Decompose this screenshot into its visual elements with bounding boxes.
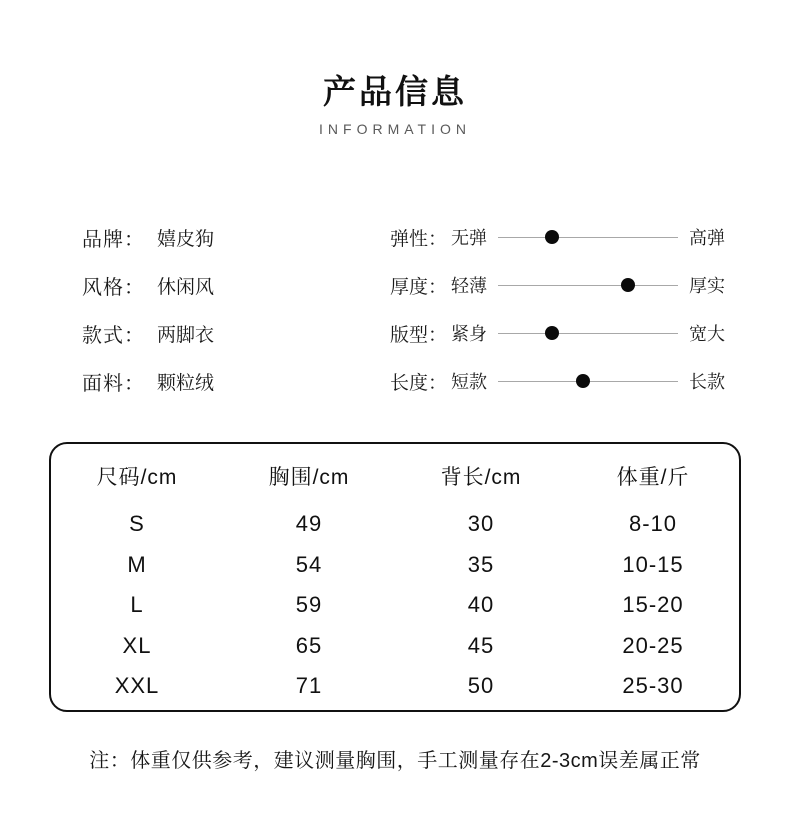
size-cell: L bbox=[130, 592, 144, 618]
size-cell: M bbox=[127, 551, 147, 577]
slider-max-label: 宽大 bbox=[689, 324, 726, 344]
slider-label: 长度： bbox=[390, 372, 448, 394]
size-cell: 20-25 bbox=[622, 632, 684, 658]
slider-min-label: 短款 bbox=[451, 372, 488, 392]
slider-dot bbox=[545, 230, 559, 244]
slider-track bbox=[498, 285, 678, 286]
size-table-header: 体重/斤 bbox=[616, 466, 690, 489]
size-cell: 49 bbox=[295, 511, 323, 537]
slider-max-label: 高弹 bbox=[689, 228, 726, 248]
size-table bbox=[49, 442, 741, 712]
page-subtitle: INFORMATION bbox=[319, 121, 471, 137]
slider-track bbox=[498, 237, 678, 238]
attribute-row-fabric bbox=[82, 357, 340, 405]
size-cell: 65 bbox=[295, 632, 323, 658]
slider-dot bbox=[621, 278, 635, 292]
slider-min-label: 轻薄 bbox=[451, 276, 488, 296]
size-cell: 45 bbox=[467, 632, 495, 658]
size-cell: 8-10 bbox=[628, 511, 678, 537]
size-cell: 25-30 bbox=[622, 673, 684, 699]
attribute-value: 嬉皮狗 bbox=[157, 228, 215, 250]
size-table-header: 背长/cm bbox=[440, 466, 522, 489]
attribute-label: 面料： bbox=[82, 372, 145, 395]
size-cell: XXL bbox=[114, 673, 160, 699]
attribute-label: 风格： bbox=[82, 276, 145, 299]
attribute-row-type bbox=[82, 309, 340, 357]
size-cell: 10-15 bbox=[622, 551, 684, 577]
size-cell: 71 bbox=[295, 673, 323, 699]
size-cell: 15-20 bbox=[622, 592, 684, 618]
size-cell: 50 bbox=[467, 673, 495, 699]
page-header bbox=[0, 0, 790, 137]
slider-dot bbox=[545, 326, 559, 340]
attribute-label: 款式： bbox=[82, 324, 145, 347]
slider-min-label: 无弹 bbox=[451, 228, 488, 248]
size-cell: 59 bbox=[295, 592, 323, 618]
attribute-row-style bbox=[82, 261, 340, 309]
slider-min-label: 紧身 bbox=[451, 324, 488, 344]
slider-list bbox=[340, 213, 790, 405]
slider-max-label: 厚实 bbox=[689, 276, 726, 296]
attribute-row-brand bbox=[82, 213, 340, 261]
spec-section bbox=[0, 213, 790, 405]
attribute-value: 颗粒绒 bbox=[157, 372, 215, 394]
slider-label: 厚度： bbox=[390, 276, 448, 298]
slider-max-label: 长款 bbox=[689, 372, 726, 392]
slider-track bbox=[498, 333, 678, 334]
slider-label: 版型： bbox=[390, 324, 448, 346]
slider-label: 弹性： bbox=[390, 228, 448, 250]
slider-track bbox=[498, 381, 678, 382]
slider-row-length bbox=[390, 357, 790, 405]
size-cell: 54 bbox=[295, 551, 323, 577]
size-table-header: 尺码/cm bbox=[96, 466, 178, 489]
slider-row-elasticity bbox=[390, 213, 790, 261]
slider-row-fit bbox=[390, 309, 790, 357]
size-cell: XL bbox=[122, 632, 152, 658]
attribute-value: 休闲风 bbox=[157, 276, 215, 298]
size-table-header: 胸围/cm bbox=[268, 466, 350, 489]
measurement-note: 注：体重仅供参考，建议测量胸围，手工测量存在2-3cm误差属正常 bbox=[89, 750, 701, 772]
size-cell: S bbox=[129, 511, 145, 537]
size-cell: 30 bbox=[467, 511, 495, 537]
slider-row-thickness bbox=[390, 261, 790, 309]
size-cell: 40 bbox=[467, 592, 495, 618]
attribute-value: 两脚衣 bbox=[157, 324, 215, 346]
attribute-list bbox=[0, 213, 340, 405]
attribute-label: 品牌： bbox=[82, 228, 145, 251]
page-title: 产品信息 bbox=[323, 73, 467, 110]
slider-dot bbox=[576, 374, 590, 388]
size-cell: 35 bbox=[467, 551, 495, 577]
